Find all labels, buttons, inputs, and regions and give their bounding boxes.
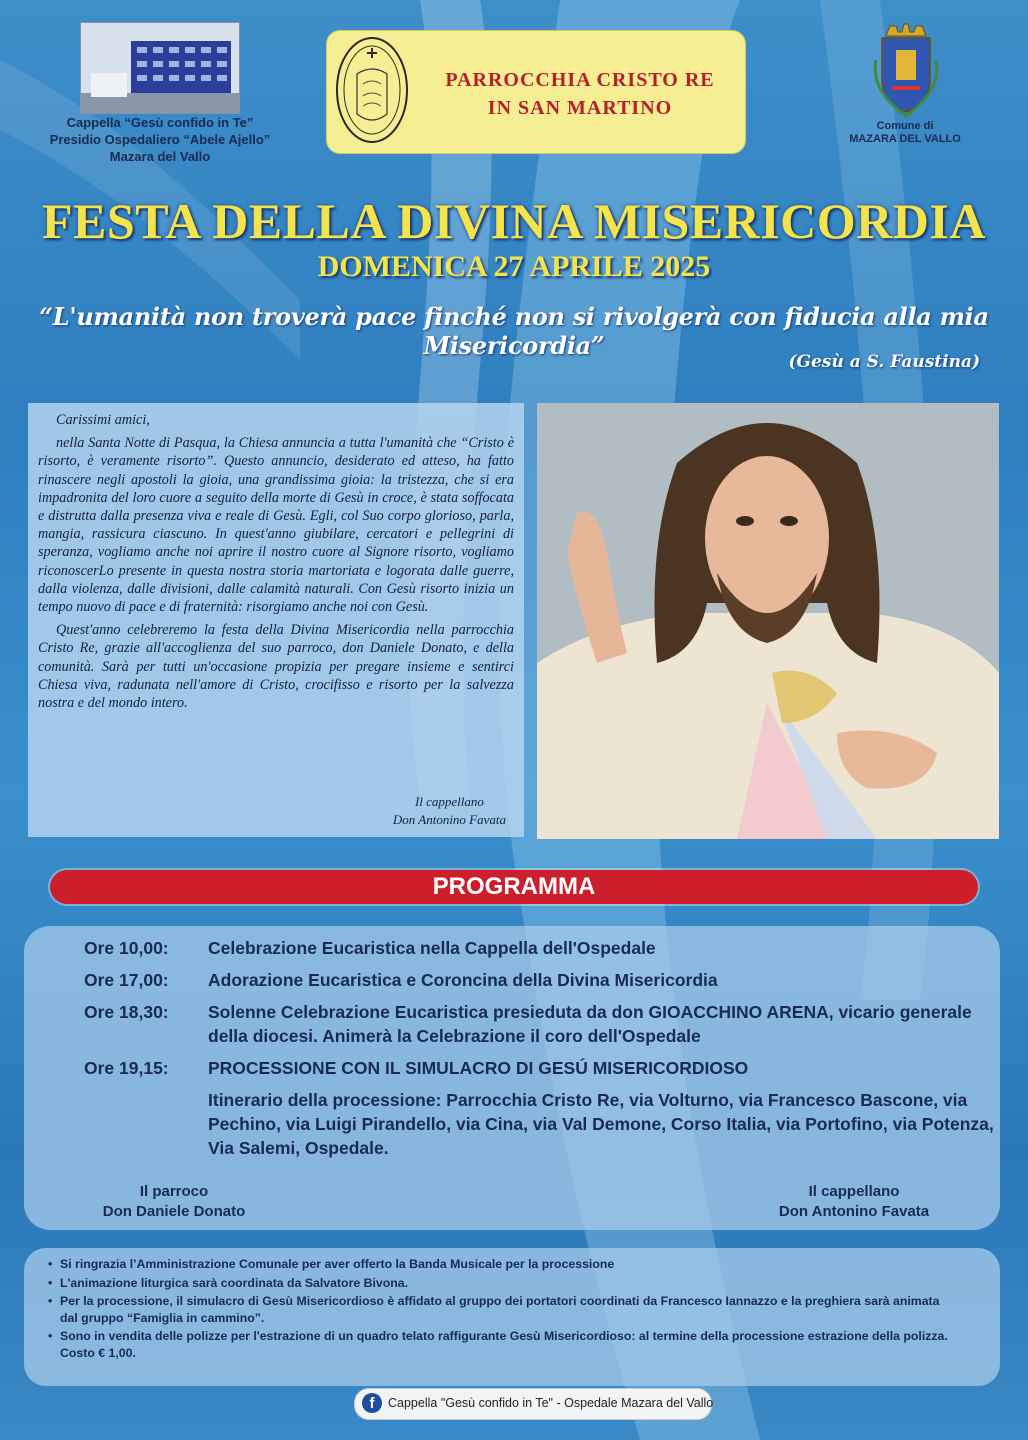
- quote-author: (Gesù a S. Faustina): [788, 352, 980, 372]
- signer-right-name: Don Antonino Favata: [778, 1203, 930, 1220]
- note-item: • Si ringrazia l’Amministrazione Comunale per aver offerto la Banda Musicale per la processione: [60, 1256, 960, 1273]
- signature-role: Il cappellano: [414, 794, 484, 809]
- itinerary-text: Itinerario della processione: Parrocchia Cristo Re, via Volturno, via Francesco Bascone, via Pechino, via Luigi Pirandello, via Cina, via Val Demone, Corso Italia, via Portofino, via Potenza, Via Salemi, Ospedale.: [208, 1090, 994, 1158]
- facebook-icon: f: [362, 1393, 382, 1413]
- signer-left-role: Il parroco: [139, 1183, 209, 1200]
- signer-left: [74, 1182, 274, 1222]
- parish-name: [420, 66, 740, 122]
- comune-crest-icon: [870, 20, 942, 120]
- signer-right-role: Il cappellano: [808, 1183, 900, 1200]
- programma-heading: PROGRAMMA: [432, 873, 596, 900]
- note-item: • L'animazione liturgica sarà coordinata da Salvatore Bivona.: [60, 1275, 960, 1292]
- schedule-time: Ore 10,00:: [84, 938, 169, 958]
- signature-name: Don Antonino Favata: [392, 812, 506, 827]
- notes-list: [24, 1248, 1000, 1361]
- parish-name-line2: IN SAN MARTINO: [487, 97, 673, 119]
- comune-caption-line2: MAZARA DEL VALLO: [849, 133, 961, 145]
- letter-box: [28, 403, 524, 837]
- letter-signature: [393, 793, 506, 829]
- comune-caption-line1: Comune di: [876, 120, 934, 132]
- schedule-desc: Solenne Celebrazione Eucaristica presieduta da don GIOACCHINO ARENA, vicario generale della diocesi. Animerà la Celebrazione il coro dell'Ospedale: [208, 1002, 972, 1046]
- event-date: DOMENICA 27 APRILE 2025: [317, 250, 711, 283]
- parish-name-line1: PARROCCHIA CRISTO RE: [445, 69, 715, 91]
- schedule-desc: Celebrazione Eucaristica nella Cappella dell'Ospedale: [208, 938, 656, 958]
- divine-mercy-statue-image: [537, 403, 999, 839]
- signer-left-name: Don Daniele Donato: [102, 1203, 246, 1220]
- schedule-time: Ore 18,30:: [84, 1002, 169, 1022]
- note-item: • Per la processione, il simulacro di Gesù Misericordioso è affidato al gruppo dei portatori coordinati da Francesco Iannazzo e la preghiera sarà animata dal gruppo “Famiglia in cammino”.: [60, 1293, 960, 1326]
- schedule-box: [24, 926, 1000, 1230]
- schedule-desc: Adorazione Eucaristica e Coroncina della Divina Misericordia: [208, 970, 718, 990]
- parish-seal-icon: [333, 34, 411, 146]
- letter-paragraph: Quest'anno celebreremo la festa della Divina Misericordia nella parrocchia Cristo Re, grazie all'accoglienza del suo parroco, don Daniele Donato, e della comunità. Sarà per tutti un'occasione propizia per pregare insieme e sentirci Chiesa viva, radunata nell'amore di Cristo, crocifisso e risorto per la salvezza nostra e del mondo intero.: [38, 622, 514, 712]
- hospital-caption-line: Mazara del Vallo: [109, 149, 211, 164]
- signer-right: [744, 1182, 964, 1222]
- notes-box: [24, 1248, 1000, 1386]
- schedule-time: Ore 17,00:: [84, 970, 169, 990]
- schedule-desc: PROCESSIONE CON IL SIMULACRO DI GESÚ MISERICORDIOSO: [208, 1058, 749, 1078]
- letter-greeting: Carissimi amici,: [56, 412, 150, 428]
- hospital-caption-line: Cappella “Gesù confido in Te”: [66, 115, 254, 130]
- hospital-building-image: [80, 22, 240, 114]
- note-item: • Sono in vendita delle polizze per l'estrazione di un quadro telato raffigurante Gesù Misericordioso: al termine della processione estrazione della polizza. Costo € 1,00.: [60, 1328, 960, 1361]
- facebook-label[interactable]: Cappella "Gesù confido in Te" - Ospedale Mazara del Vallo: [388, 1396, 714, 1410]
- page-title: FESTA DELLA DIVINA MISERICORDIA: [42, 193, 986, 249]
- schedule-time: Ore 19,15:: [84, 1058, 169, 1078]
- letter-paragraph: nella Santa Notte di Pasqua, la Chiesa annuncia a tutta l'umanità che “Cristo è risorto, è veramente risorto”. Questo annuncio, desiderato ed atteso, ha fatto rinascere negli apostoli la gioia, una grandissima gioia: la tristezza, che si era impadronita del loro cuore a seguito della morte di Gesù in croce, è stata soffocata e distrutta dalla presenza viva e reale di Gesù. Egli, col Suo corpo glorioso, parla, mangia, rassicura ciascuno. In quest'anno giubilare, cercatori e pellegrini di speranza, vogliamo anche noi aprire il nostro cuore al Signore risorto, vogliamo riconoscerLo presente in questa nostra storia martoriata e logorata dalle guerre, dalla violenza, dalle divisioni, dalle calamità naturali. Con Gesù risorto inizia un tempo nuovo di pace e di fraternità: risorgiamo anche noi con Gesù.: [38, 435, 514, 616]
- hospital-caption-line: Presidio Ospedaliero “Abele Ajello”: [49, 132, 271, 147]
- comune-caption: [820, 120, 990, 146]
- hospital-caption: [10, 114, 310, 165]
- quote: “L'umanità non troverà pace finché non si rivolgerà con fiducia alla mia Misericordia”: [39, 302, 989, 360]
